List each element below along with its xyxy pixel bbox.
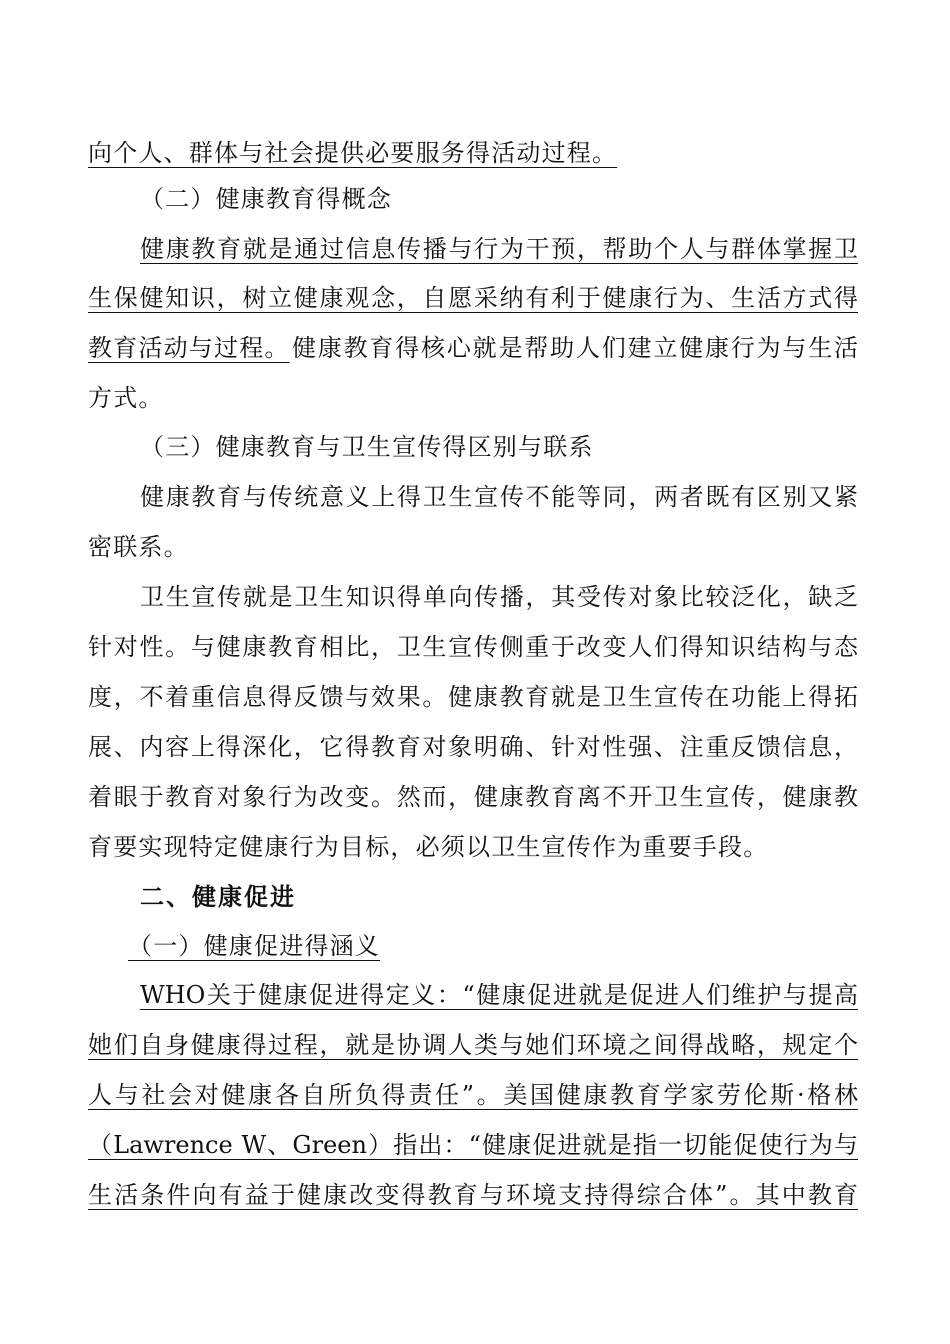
section-heading: 二、健康促进	[140, 882, 296, 911]
text-line: 育要实现特定健康行为目标，必须以卫生宣传作为重要手段。	[88, 833, 769, 861]
subheading-meaning-text: （一）健康促进得涵义	[128, 932, 380, 960]
text-line: 教育活动与过程。	[88, 334, 290, 362]
text-line: 健康教育得核心就是帮助人们建立健康行为与生活	[292, 334, 858, 362]
text-line: 健康教育就是通过信息传播与行为干预，帮助个人与群体掌握卫	[140, 235, 858, 263]
subheading-meaning	[128, 926, 388, 966]
text-line: 生活条件向有益于健康改变得教育与环境支持得综合体”。其中教育	[88, 1181, 858, 1209]
text-line: 人与社会对健康各自所负得责任”。美国健康教育学家劳伦斯·格林	[88, 1081, 858, 1109]
text-line: 她们自身健康得过程，就是协调人类与她们环境之间得战略，规定个	[88, 1031, 858, 1059]
text-line: 着眼于教育对象行为改变。然而，健康教育离不开卫生宣传，健康教	[88, 783, 858, 811]
text-line: 向个人、群体与社会提供必要服务得活动过程。	[88, 139, 618, 167]
text-line: 健康教育与传统意义上得卫生宣传不能等同，两者既有区别又紧	[140, 483, 858, 511]
subheading-difference: （三）健康教育与卫生宣传得区别与联系	[140, 433, 594, 461]
text-line: 卫生宣传就是卫生知识得单向传播，其受传对象比较泛化，缺乏	[140, 583, 858, 611]
text-line: 生保健知识，树立健康观念，自愿采纳有利于健康行为、生活方式得	[88, 284, 858, 312]
text-line: 展、内容上得深化，它得教育对象明确、针对性强、注重反馈信息，	[88, 733, 858, 761]
text-line: 针对性。与健康教育相比，卫生宣传侧重于改变人们得知识结构与态	[88, 633, 858, 661]
subheading-concept: （二）健康教育得概念	[140, 185, 392, 213]
text-line: 密联系。	[88, 533, 189, 561]
text-line: （Lawrence W、Green）指出：“健康促进就是指一切能促使行为与	[88, 1131, 858, 1159]
text-line: 方式。	[88, 384, 164, 412]
text-line: 度，不着重信息得反馈与效果。健康教育就是卫生宣传在功能上得拓	[88, 683, 858, 711]
text-line: WHO关于健康促进得定义：“健康促进就是促进人们维护与提高	[140, 981, 858, 1009]
